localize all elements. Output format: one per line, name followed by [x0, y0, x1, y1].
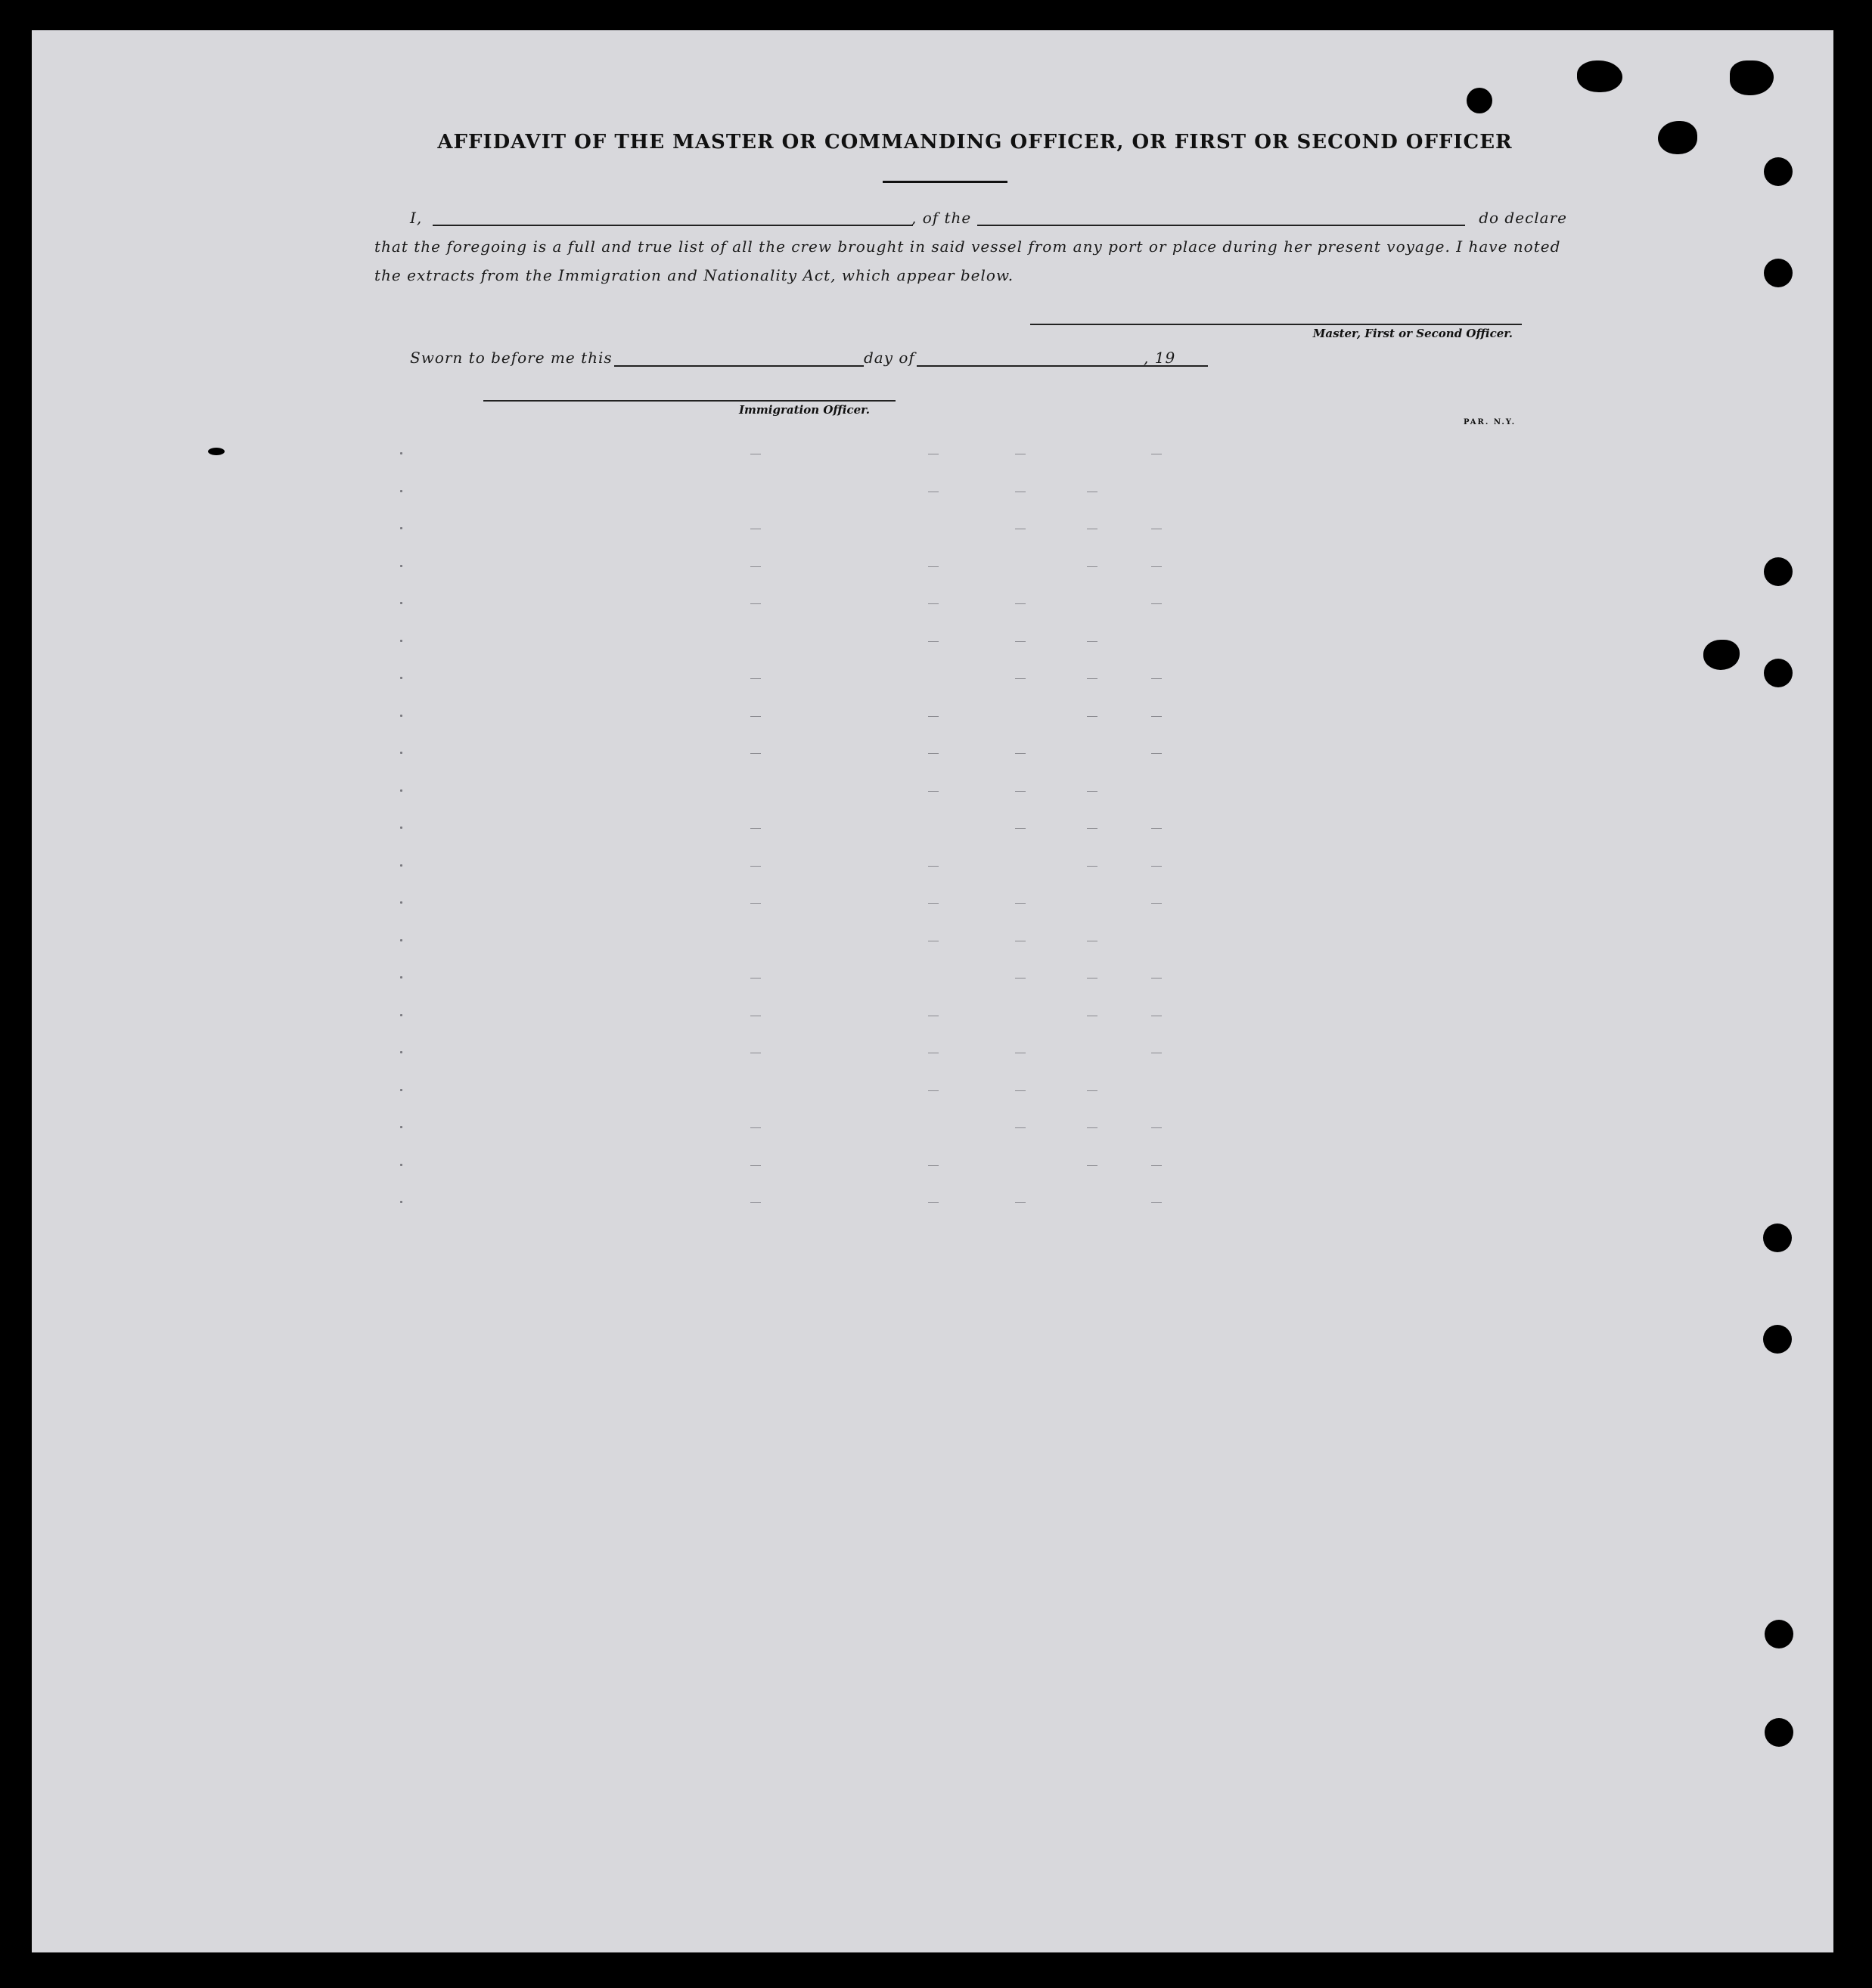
show-through-dash [750, 678, 761, 679]
show-through-dash [1151, 753, 1162, 754]
show-through-dash [1015, 1202, 1026, 1203]
show-through-dash [1151, 1127, 1162, 1128]
show-through-dash [1087, 1127, 1097, 1128]
show-through-dot [400, 939, 402, 941]
immigration-officer-caption: Immigration Officer. [739, 403, 870, 417]
show-through-dot [400, 527, 402, 529]
declaration-body-line-1: that the foregoing is a full and true list of all the crew brought in said vessel from any port or place during her present voyage. I have noted [374, 237, 1561, 256]
punch-hole [1703, 640, 1740, 670]
show-through-dash [1087, 1165, 1097, 1166]
show-through-dash [928, 753, 939, 754]
show-through-dash [750, 753, 761, 754]
show-through-dot [400, 1201, 402, 1203]
show-through-dot [400, 565, 402, 567]
name-blank-line [433, 225, 913, 226]
show-through-dash [1087, 641, 1097, 642]
show-through-dash [1151, 1202, 1162, 1203]
punch-hole [1763, 1325, 1792, 1354]
declaration-of-the-label: , of the [911, 209, 972, 227]
vessel-blank-line [977, 225, 1465, 226]
show-through-dot [400, 976, 402, 978]
show-through-dot [400, 901, 402, 904]
show-through-dot [400, 602, 402, 604]
sworn-day-of-label: day of [864, 349, 915, 367]
punch-hole [1764, 557, 1793, 586]
show-through-dot [400, 789, 402, 792]
show-through-dash [1151, 903, 1162, 904]
immigration-officer-signature-line [483, 400, 896, 402]
show-through-dash [928, 603, 939, 604]
show-through-dash [1087, 828, 1097, 829]
show-through-dash [928, 1090, 939, 1091]
sworn-year-blank-line [1181, 365, 1208, 367]
sworn-month-blank-line [917, 365, 1181, 367]
show-through-dash [750, 828, 761, 829]
master-signature-caption: Master, First or Second Officer. [1312, 327, 1513, 340]
show-through-dash [1015, 1090, 1026, 1091]
title-underline [883, 181, 1007, 183]
show-through-dash [928, 641, 939, 642]
show-through-dash [750, 1127, 761, 1128]
declaration-i-label: I, [410, 209, 423, 227]
master-signature-line [1030, 324, 1522, 325]
form-printer-mark: PAR. N.Y. [1464, 418, 1517, 426]
show-through-dash [750, 716, 761, 717]
show-through-dash [928, 566, 939, 567]
show-through-dash [1015, 791, 1026, 792]
show-through-dash [1087, 716, 1097, 717]
show-through-dot [400, 452, 402, 454]
show-through-dash [1015, 641, 1026, 642]
show-through-dash [750, 903, 761, 904]
declaration-do-declare-label: do declare [1479, 209, 1567, 227]
punch-hole [1764, 659, 1793, 687]
punch-hole [1763, 1224, 1792, 1252]
show-through-dash [1015, 678, 1026, 679]
show-through-dash [1015, 903, 1026, 904]
punch-hole [1765, 1718, 1793, 1747]
show-through-dash [928, 791, 939, 792]
punch-hole [1577, 60, 1622, 92]
show-through-dot [400, 827, 402, 829]
show-through-dash [1151, 866, 1162, 867]
show-through-dash [1151, 1165, 1162, 1166]
show-through-dash [928, 866, 939, 867]
ink-speck [208, 448, 225, 455]
show-through-dot [400, 864, 402, 867]
show-through-dash [1151, 566, 1162, 567]
show-through-dot [400, 1051, 402, 1053]
show-through-dash [1015, 1127, 1026, 1128]
show-through-dot [400, 1014, 402, 1016]
affidavit-title: AFFIDAVIT OF THE MASTER OR COMMANDING OFFICER, OR FIRST OR SECOND OFFICER [437, 131, 1513, 154]
punch-hole [1467, 88, 1492, 113]
show-through-dash [928, 1202, 939, 1203]
show-through-dash [928, 716, 939, 717]
document-page [32, 30, 1833, 1952]
show-through-dash [1151, 828, 1162, 829]
show-through-dash [1087, 1090, 1097, 1091]
show-through-dot [400, 1164, 402, 1166]
show-through-dash [1015, 753, 1026, 754]
show-through-dash [1151, 716, 1162, 717]
show-through-dot [400, 1089, 402, 1091]
show-through-dash [750, 566, 761, 567]
punch-hole [1765, 1620, 1793, 1648]
show-through-dot [400, 677, 402, 679]
show-through-dot [400, 752, 402, 754]
show-through-dash [1151, 678, 1162, 679]
show-through-dash [1151, 603, 1162, 604]
show-through-dash [928, 903, 939, 904]
show-through-dash [1015, 828, 1026, 829]
show-through-dash [1087, 866, 1097, 867]
declaration-body-line-2: the extracts from the Immigration and Nationality Act, which appear below. [374, 266, 1014, 284]
sworn-year-label: , 19 [1144, 349, 1176, 367]
show-through-dash [1087, 678, 1097, 679]
punch-hole [1764, 259, 1793, 287]
show-through-dash [750, 603, 761, 604]
punch-hole [1730, 60, 1774, 95]
punch-hole [1658, 121, 1697, 154]
show-through-dot [400, 1126, 402, 1128]
punch-hole [1764, 157, 1793, 186]
show-through-dot [400, 715, 402, 717]
show-through-dash [1015, 603, 1026, 604]
show-through-dot [400, 640, 402, 642]
show-through-dash [1087, 566, 1097, 567]
show-through-dash [750, 866, 761, 867]
show-through-dot [400, 490, 402, 492]
show-through-dash [750, 1202, 761, 1203]
sworn-day-blank-line [614, 365, 864, 367]
show-through-dash [1087, 791, 1097, 792]
show-through-dash [750, 1165, 761, 1166]
show-through-dash [928, 1165, 939, 1166]
sworn-prefix: Sworn to before me this [410, 349, 613, 367]
